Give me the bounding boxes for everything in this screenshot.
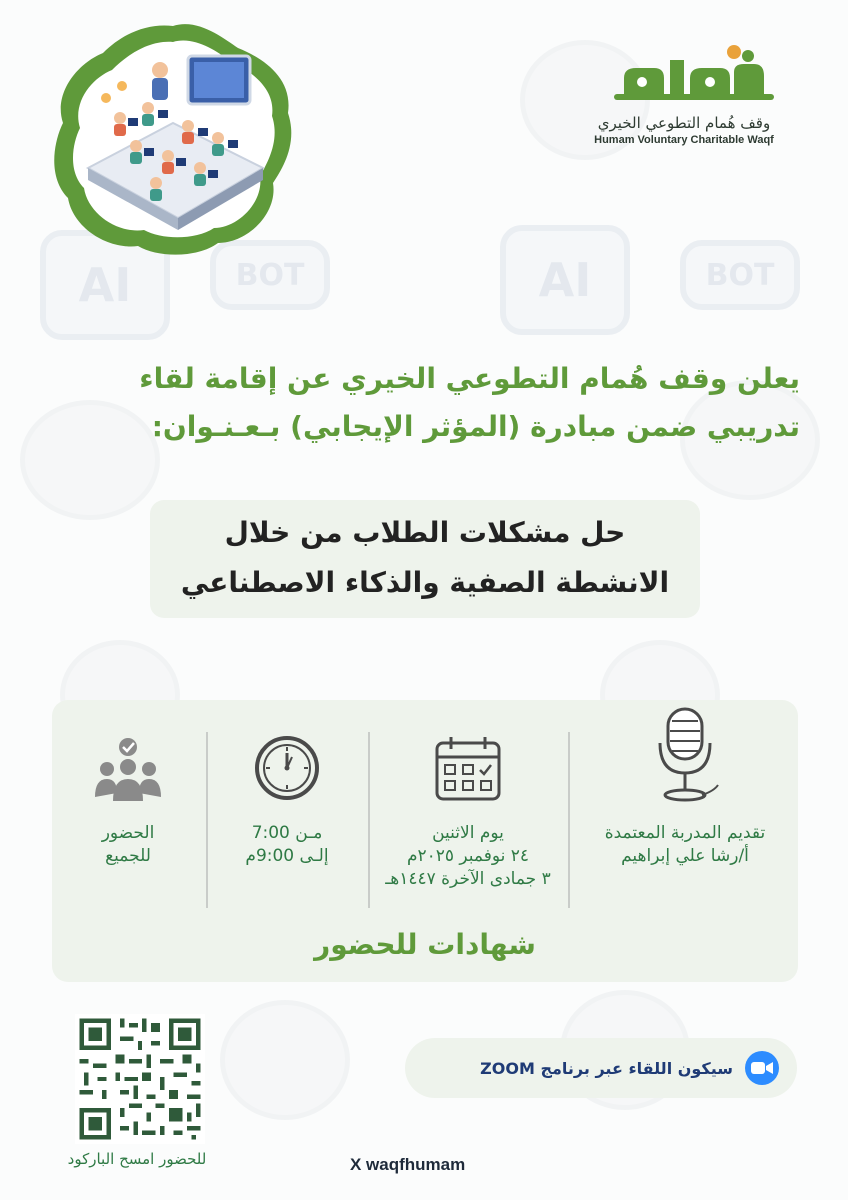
date-hijri: ٣ جمادى الآخرة ١٤٤٧هـ	[385, 869, 551, 889]
calendar-icon	[433, 733, 503, 810]
bot-badge-right-label: BOT	[705, 257, 775, 293]
session-title-box	[150, 500, 700, 618]
divider	[368, 732, 370, 908]
zoom-camera-icon	[745, 1051, 779, 1085]
time-info	[208, 700, 366, 910]
announcement-line-1: يعلن وقف هُمام التطوعي الخيري عن إقامة لقاء	[139, 362, 800, 395]
divider	[206, 732, 208, 908]
presenter-info	[572, 700, 798, 910]
zoom-info-pill	[405, 1038, 797, 1098]
social-handle[interactable]: X waqfhumam	[350, 1155, 466, 1174]
bot-badge-right	[680, 240, 800, 310]
audience-label: الحضور	[101, 823, 155, 843]
ai-chip-left-label: AI	[78, 258, 132, 312]
zoom-text: سيكون اللقاء عبر برنامج ZOOM	[480, 1058, 733, 1078]
time-to: إلـى 9:00م	[245, 846, 329, 866]
presenter-title: تقديم المدربة المعتمدة	[604, 823, 766, 843]
session-title-line-1: حل مشكلات الطلاب من خلال	[224, 516, 626, 549]
ai-chip-right-label: AI	[538, 253, 592, 307]
microphone-icon	[650, 703, 720, 810]
date-day: يوم الاثنين	[432, 823, 504, 843]
presenter-name: أ/رشا علي إبراهيم	[621, 846, 749, 866]
bot-badge-left-label: BOT	[235, 257, 305, 293]
audience-value: للجميع	[105, 846, 151, 866]
announcement-line-2: تدريبي ضمن مبادرة (المؤثر الإيجابي) بـعـنـوان:	[151, 410, 800, 443]
audience-info	[52, 700, 204, 910]
session-title-line-2: الانشطة الصفية والذكاء الاصطناعي	[180, 566, 670, 599]
time-from: مـن 7:00	[251, 823, 323, 843]
logo-name-english: Humam Voluntary Charitable Waqf	[594, 134, 774, 146]
divider	[568, 732, 570, 908]
classroom-illustration	[48, 18, 298, 258]
clock-icon	[252, 733, 322, 810]
humam-logo	[584, 38, 784, 146]
robot-decoration	[220, 1000, 350, 1120]
announcement-text	[60, 355, 800, 451]
date-info	[370, 700, 566, 910]
date-gregorian: ٢٤ نوفمبر ٢٠٢٥م	[406, 846, 530, 866]
certificates-text: شهادات للحضور	[314, 928, 536, 961]
logo-name-arabic: وقف هُمام التطوعي الخيري	[597, 114, 771, 132]
ai-chip-right	[500, 225, 630, 335]
qr-code[interactable]	[75, 1014, 205, 1144]
event-details-panel	[52, 700, 798, 982]
logo-mark	[584, 38, 784, 108]
qr-caption: للحضور امسح الباركود	[67, 1150, 207, 1168]
group-icon	[93, 737, 163, 810]
